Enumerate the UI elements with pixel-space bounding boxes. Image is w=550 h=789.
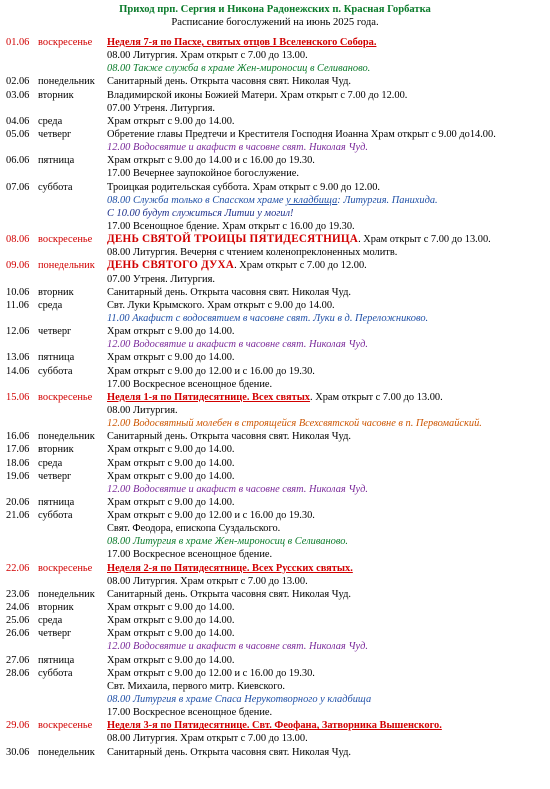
service-text	[107, 351, 235, 364]
service-text	[107, 601, 235, 614]
service-text	[107, 706, 272, 719]
service-text-content: 12.00 Водосвятие и акафист в часовне свят. Николая Чуд.	[107, 339, 368, 351]
service-text-content: 08.00 Литургия.	[107, 404, 178, 416]
weekday-label: четверг	[38, 628, 72, 640]
service-text-content: 12.00 Водосвятие и акафист в часовне свят. Николая Чуд.	[107, 641, 368, 653]
schedule-day-row	[0, 75, 550, 88]
service-text	[107, 75, 351, 88]
service-text-content: Храм открыт с 9.00 до 14.00.	[107, 457, 235, 469]
service-text-part: 08.00 Служба только в Спасском храме	[107, 194, 287, 206]
service-text	[107, 167, 299, 180]
service-text	[107, 746, 351, 759]
service-text	[107, 430, 351, 443]
schedule-detail-row	[0, 522, 550, 535]
schedule-day-row	[0, 667, 550, 680]
service-text-content: Храм открыт с 9.00 до 12.00 и с 16.00 до 19.30.	[107, 510, 315, 522]
service-text-content: 12.00 Водосвятный молебен в строящейся Всехсвятской часовне в п. Первомайский.	[107, 418, 482, 430]
service-text-content: Санитарный день. Открыта часовня свят. Николая Чуд.	[107, 431, 351, 443]
schedule-day-row	[0, 351, 550, 364]
service-text	[107, 220, 355, 233]
service-text	[107, 299, 335, 312]
service-text-content: 08.00 Литургия в храме Спаса Нерукотворного у кладбища	[107, 694, 372, 706]
schedule-detail-row	[0, 220, 550, 233]
service-text	[107, 181, 380, 194]
service-hours: . Храм открыт с 7.00 до 13.00.	[358, 234, 491, 246]
service-text	[107, 62, 370, 75]
service-text-content: 17.00 Воскресное всенощное бдение.	[107, 378, 273, 390]
schedule-detail-row	[0, 706, 550, 719]
schedule-detail-row	[0, 640, 550, 653]
service-text	[107, 496, 235, 509]
date-label: 23.06	[6, 588, 30, 600]
feast-title: ДЕНЬ СВЯТОГО ДУХА	[107, 259, 235, 272]
weekday-label: вторник	[38, 89, 74, 101]
weekday-label: суббота	[38, 667, 73, 679]
service-text-content: 08.00 Литургия в храме Жен-мироносиц в Селиваново.	[107, 536, 349, 548]
date-label: 26.06	[6, 628, 30, 640]
service-text	[107, 404, 178, 417]
weekday-label: среда	[38, 615, 63, 627]
date-label: 04.06	[6, 115, 30, 127]
weekday-label: понедельник	[38, 588, 95, 600]
service-text	[107, 286, 351, 299]
service-text	[107, 680, 285, 693]
weekday-label: вторник	[38, 286, 74, 298]
date-label: 17.06	[6, 444, 30, 456]
service-text-content: Храм открыт с 9.00 до 14.00.	[107, 615, 235, 627]
schedule-day-row	[0, 601, 550, 614]
service-text	[107, 102, 215, 115]
service-text	[107, 154, 315, 167]
schedule-day-row	[0, 588, 550, 601]
service-text-content: 17.00 Вечернее заупокойное богослужение.	[107, 168, 299, 180]
service-text	[107, 667, 315, 680]
schedule-day-row	[0, 719, 550, 732]
date-label: 20.06	[6, 496, 30, 508]
service-text-content: 08.00 Литургия. Вечерня с чтением коленопреклоненных молитв.	[107, 247, 398, 259]
schedule-day-row	[0, 457, 550, 470]
service-text-content: 12.00 Водосвятие и акафист в часовне свят. Николая Чуд.	[107, 142, 368, 154]
feast-title: Неделя 1-я по Пятидесятнице. Всех святых	[107, 391, 311, 403]
service-text	[107, 141, 368, 154]
weekday-label: пятница	[38, 352, 75, 364]
date-label: 06.06	[6, 155, 30, 167]
service-text	[107, 614, 235, 627]
weekday-label: воскресенье	[38, 562, 93, 574]
service-text	[107, 535, 348, 548]
schedule-detail-row	[0, 49, 550, 62]
service-text-content: Санитарный день. Открыта часовня свят. Николая Чуд.	[107, 76, 351, 88]
service-text-content: Храм открыт с 9.00 до 14.00.	[107, 444, 235, 456]
service-text	[107, 365, 315, 378]
feast-title: ДЕНЬ СВЯТОЙ ТРОИЦЫ ПЯТИДЕСЯТНИЦА	[107, 233, 359, 246]
service-text	[107, 338, 368, 351]
weekday-label: воскресенье	[38, 37, 93, 48]
service-text	[107, 627, 235, 640]
weekday-label: понедельник	[38, 746, 95, 758]
weekday-label: понедельник	[38, 260, 95, 272]
schedule-detail-row	[0, 312, 550, 325]
service-text	[107, 443, 235, 456]
service-text	[107, 128, 496, 141]
date-label: 09.06	[6, 260, 30, 272]
service-text	[107, 417, 482, 430]
service-text	[107, 391, 443, 404]
service-text-content: Владимирской иконы Божией Матери. Храм открыт с 7.00 до 12.00.	[107, 89, 408, 101]
schedule-day-row	[0, 654, 550, 667]
service-text	[107, 509, 315, 522]
service-text-underlined: у кладбища	[286, 194, 338, 206]
service-text-content: Санитарный день. Открыта часовня свят. Николая Чуд.	[107, 588, 351, 600]
service-text-content: Санитарный день. Открыта часовня свят. Николая Чуд.	[107, 286, 351, 298]
service-text	[107, 325, 235, 338]
schedule-detail-row	[0, 483, 550, 496]
schedule-day-row	[0, 614, 550, 627]
service-text-content: Храм открыт с 9.00 до 14.00.	[107, 326, 235, 338]
parish-title: Приход прп. Сергия и Никона Радонежских п. Красная Горбатка	[119, 4, 431, 15]
schedule-detail-row	[0, 62, 550, 75]
schedule-day-row	[0, 128, 550, 141]
schedule-day-row	[0, 286, 550, 299]
service-text-content: 07.00 Утреня. Литургия.	[107, 102, 215, 114]
service-text-content: Храм открыт с 9.00 до 14.00.	[107, 496, 235, 508]
service-text-content: Храм открыт с 9.00 до 14.00.	[107, 654, 235, 666]
schedule-day-row	[0, 509, 550, 522]
schedule-day-row	[0, 365, 550, 378]
weekday-label: воскресенье	[38, 234, 93, 246]
service-text	[107, 273, 215, 286]
service-text	[107, 115, 235, 128]
weekday-label: пятница	[38, 496, 75, 508]
service-text-content: 08.00 Также служба в храме Жен-мироносиц в Селиваново.	[107, 63, 371, 75]
weekday-label: суббота	[38, 510, 73, 522]
schedule-day-row	[0, 470, 550, 483]
service-text-content: Санитарный день. Открыта часовня свят. Николая Чуд.	[107, 746, 351, 758]
schedule-day-row	[0, 36, 550, 49]
date-label: 27.06	[6, 654, 30, 666]
schedule-day-row	[0, 430, 550, 443]
service-text-content: 07.00 Утреня. Литургия.	[107, 273, 215, 285]
schedule-day-row	[0, 391, 550, 404]
date-label: 05.06	[6, 128, 30, 140]
schedule-detail-row	[0, 732, 550, 745]
schedule-day-row	[0, 299, 550, 312]
service-text	[107, 233, 491, 246]
schedule-detail-row	[0, 575, 550, 588]
schedule-detail-row	[0, 194, 550, 207]
date-label: 25.06	[6, 615, 30, 627]
weekday-label: среда	[38, 115, 63, 127]
date-label: 10.06	[6, 286, 30, 298]
weekday-label: понедельник	[38, 76, 95, 88]
schedule-detail-row	[0, 535, 550, 548]
weekday-label: четверг	[38, 128, 72, 140]
date-label: 28.06	[6, 667, 30, 679]
schedule-detail-row	[0, 417, 550, 430]
service-text	[107, 89, 407, 102]
service-hours: . Храм открыт с 7.00 до 12.00.	[234, 260, 367, 272]
schedule-detail-row	[0, 404, 550, 417]
date-label: 24.06	[6, 602, 30, 614]
service-text	[107, 732, 308, 745]
date-label: 21.06	[6, 510, 30, 522]
date-label: 19.06	[6, 470, 30, 482]
service-text-part: : Литургия. Панихида.	[337, 194, 438, 206]
date-label: 16.06	[6, 431, 30, 443]
weekday-label: четверг	[38, 470, 72, 482]
date-label: 11.06	[6, 299, 29, 311]
schedule-day-row	[0, 627, 550, 640]
service-text-content: Троицкая родительская суббота. Храм открыт с 9.00 до 12.00.	[107, 181, 380, 193]
schedule-day-row	[0, 115, 550, 128]
schedule-detail-row	[0, 693, 550, 706]
date-label: 07.06	[6, 181, 30, 193]
service-text	[107, 588, 351, 601]
schedule-detail-row	[0, 102, 550, 115]
schedule-detail-row	[0, 378, 550, 391]
service-text	[107, 654, 235, 667]
weekday-label: вторник	[38, 444, 74, 456]
date-label: 13.06	[6, 352, 30, 364]
service-text-content: 17.00 Воскресное всенощное бдение.	[107, 707, 273, 719]
service-text	[107, 194, 438, 207]
service-text-content: Храм открыт с 9.00 до 12.00 и с 16.00 до 19.30.	[107, 365, 315, 377]
page-header	[0, 3, 550, 29]
service-text-content: 12.00 Водосвятие и акафист в часовне свят. Николая Чуд.	[107, 483, 368, 495]
service-text	[107, 378, 272, 391]
schedule-day-row	[0, 233, 550, 246]
service-text-content: 08.00 Литургия. Храм открыт с 7.00 до 13.00.	[107, 50, 308, 62]
service-text-content: Обретение главы Предтечи и Крестителя Господня Иоанна Храм открыт с 9.00 до14.00.	[107, 128, 496, 140]
schedule-detail-row	[0, 141, 550, 154]
date-label: 02.06	[6, 76, 30, 88]
date-label: 18.06	[6, 457, 30, 469]
schedule-detail-row	[0, 338, 550, 351]
weekday-label: пятница	[38, 654, 75, 666]
service-text	[107, 483, 368, 496]
weekday-label: суббота	[38, 365, 73, 377]
date-label: 15.06	[6, 391, 30, 403]
date-label: 12.06	[6, 326, 30, 338]
schedule-day-row	[0, 562, 550, 575]
schedule-day-row	[0, 325, 550, 338]
service-text-content: Свят. Феодора, епископа Суздальского.	[107, 523, 281, 535]
schedule-detail-row	[0, 548, 550, 561]
service-text	[107, 575, 308, 588]
service-text-content: 17.00 Всенощное бдение. Храм открыт с 16.00 до 19.30.	[107, 220, 355, 232]
service-text-content: Храм открыт с 9.00 до 14.00 и с 16.00 до 19.30.	[107, 155, 315, 167]
schedule-day-row	[0, 496, 550, 509]
schedule-detail-row	[0, 207, 550, 220]
service-text	[107, 470, 235, 483]
schedule-detail-row	[0, 246, 550, 259]
weekday-label: воскресенье	[38, 720, 93, 732]
service-text	[107, 312, 428, 325]
date-label: 08.06	[6, 234, 30, 246]
schedule-day-row	[0, 181, 550, 194]
service-text-content: 11.00 Акафист с водосвятием в часовне свят. Луки в д. Переложниково.	[107, 312, 429, 324]
weekday-label: понедельник	[38, 431, 95, 443]
service-text	[107, 246, 397, 259]
service-text-content: Храм открыт с 9.00 до 14.00.	[107, 470, 235, 482]
weekday-label: четверг	[38, 326, 72, 338]
schedule-detail-row	[0, 273, 550, 286]
service-text	[107, 562, 353, 575]
service-text-content: Храм открыт с 9.00 до 14.00.	[107, 602, 235, 614]
service-text	[107, 693, 371, 706]
service-text-content: Свт. Михаила, первого митр. Киевского.	[107, 680, 286, 692]
weekday-label: воскресенье	[38, 391, 93, 403]
service-text	[107, 207, 294, 220]
schedule-day-row	[0, 154, 550, 167]
date-label: 01.06	[6, 37, 30, 48]
service-text-content: С 10.00 будут служиться Литии у могил!	[107, 207, 294, 219]
schedule-detail-row	[0, 680, 550, 693]
service-text-content: Храм открыт с 9.00 до 14.00.	[107, 352, 235, 364]
weekday-label: среда	[38, 299, 63, 311]
service-text	[107, 36, 376, 49]
service-text-content: Неделя 2-я по Пятидесятнице. Всех Русских святых.	[107, 562, 353, 574]
service-text	[107, 522, 280, 535]
service-text	[107, 719, 442, 732]
weekday-label: пятница	[38, 155, 75, 167]
service-text-content: 08.00 Литургия. Храм открыт с 7.00 до 13.00.	[107, 733, 308, 745]
date-label: 29.06	[6, 720, 30, 732]
weekday-label: вторник	[38, 602, 74, 614]
service-hours: . Храм открыт с 7.00 до 13.00.	[310, 391, 443, 403]
schedule-day-row	[0, 443, 550, 456]
schedule-detail-row	[0, 167, 550, 180]
service-text-content: Неделя 3-я по Пятидесятнице. Свт. Феофана, Затворника Вышенского.	[107, 720, 442, 732]
service-text-content: Неделя 7-я по Пасхе, святых отцов I Вселенского Собора.	[107, 37, 377, 48]
schedule-day-row	[0, 89, 550, 102]
weekday-label: суббота	[38, 181, 73, 193]
date-label: 30.06	[6, 746, 30, 758]
service-text	[107, 640, 368, 653]
service-text-content: Храм открыт с 9.00 до 12.00 и с 16.00 до 19.30.	[107, 667, 315, 679]
service-text	[107, 457, 235, 470]
date-label: 14.06	[6, 365, 30, 377]
schedule-day-row	[0, 746, 550, 759]
service-text-content: Храм открыт с 9.00 до 14.00.	[107, 115, 235, 127]
service-text-content: 08.00 Литургия. Храм открыт с 7.00 до 13.00.	[107, 575, 308, 587]
schedule-day-row	[0, 259, 550, 272]
schedule-list	[0, 36, 550, 759]
service-text	[107, 49, 308, 62]
date-label: 03.06	[6, 89, 30, 101]
service-text-content: Храм открыт с 9.00 до 14.00.	[107, 628, 235, 640]
service-text-content: 17.00 Воскресное всенощное бдение.	[107, 549, 273, 561]
weekday-label: среда	[38, 457, 63, 469]
service-text-content: Свт. Луки Крымского. Храм открыт с 9.00 до 14.00.	[107, 299, 335, 311]
schedule-subtitle: Расписание богослужений на июнь 2025 года.	[171, 17, 379, 28]
date-label: 22.06	[6, 562, 30, 574]
service-text	[107, 259, 367, 272]
service-text	[107, 548, 272, 561]
